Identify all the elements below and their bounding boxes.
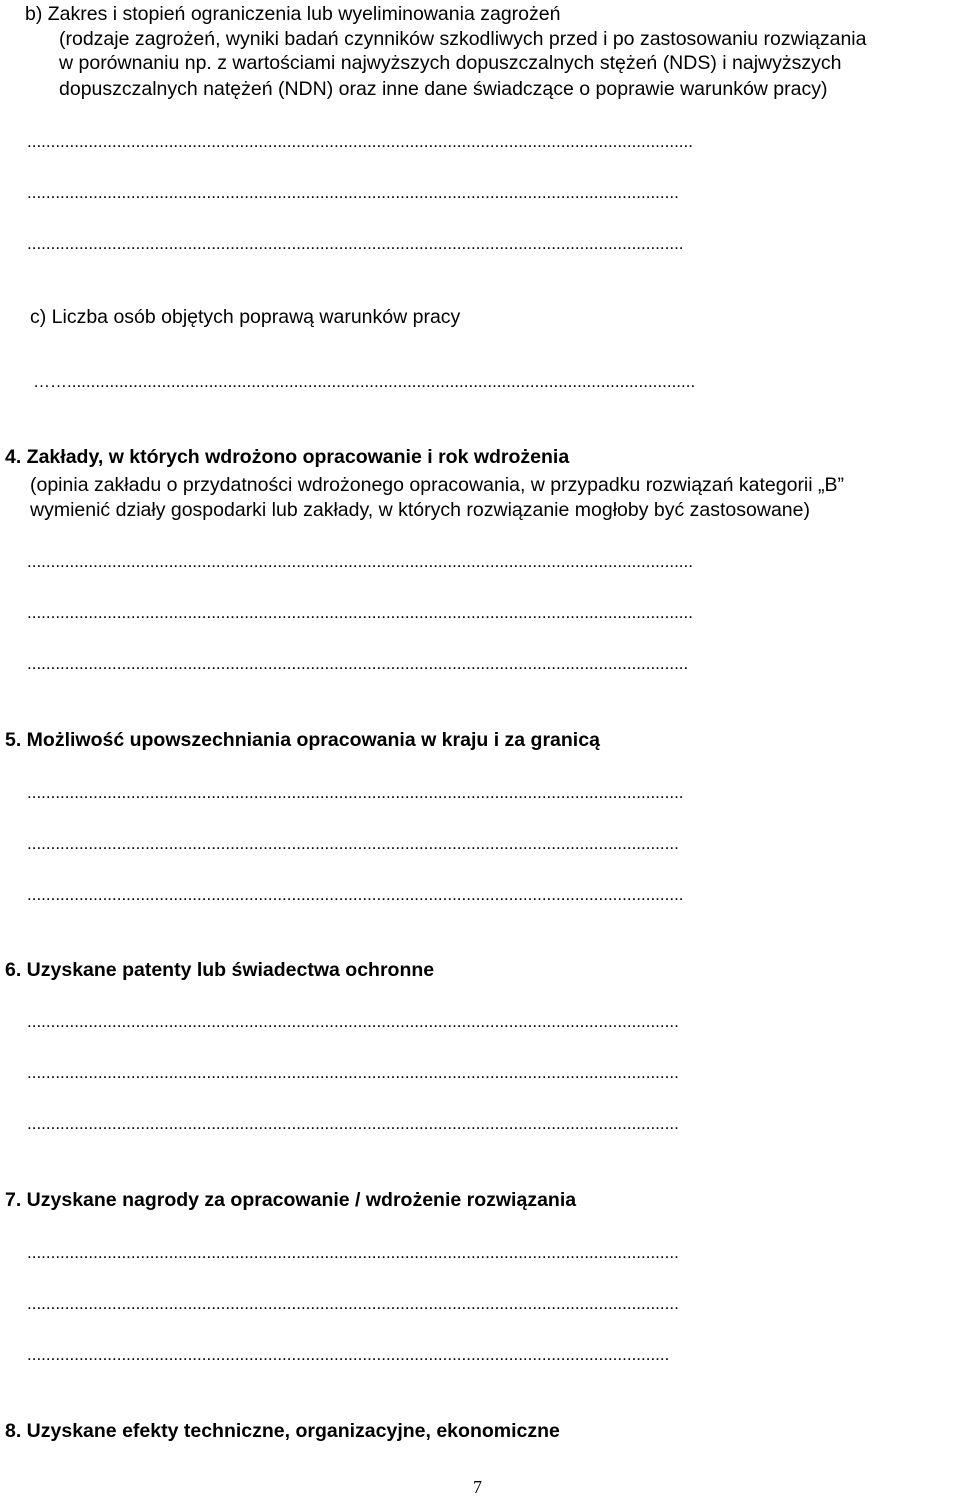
section-c-heading: c) Liczba osób objętych poprawą warunków pracy [30, 306, 461, 328]
fill-in-line: .......................................................................................................................................... [27, 1012, 679, 1031]
section-6-heading: 6. Uzyskane patenty lub świadectwa ochronne [5, 959, 435, 981]
fill-in-line: .......................................................................................................................................... [27, 1294, 679, 1313]
fill-in-line: ........................................................................................................................................... [27, 783, 684, 802]
section-5-heading: 5. Możliwość upowszechniania opracowania w kraju i za granicą [5, 729, 600, 751]
fill-in-line: ........................................................................................................................................... [27, 234, 684, 253]
section-b-description-line: w porównaniu np. z wartościami najwyższych dopuszczalnych stężeń (NDS) i najwyższych [59, 52, 842, 74]
fill-in-line: .......................................................................................................................................... [27, 1063, 679, 1082]
section-b-heading: b) Zakres i stopień ograniczenia lub wyeliminowania zagrożeń [25, 3, 561, 25]
section-4-description-line: wymienić działy gospodarki lub zakłady, w których rozwiązanie mogłoby być zastosowane) [30, 499, 810, 521]
fill-in-line: ............................................................................................................................................. [27, 132, 693, 151]
fill-in-line: ........................................................................................................................................ [27, 1345, 670, 1364]
fill-in-line: ……..................................................................................................................................... [33, 372, 696, 391]
fill-in-line: .......................................................................................................................................... [27, 1114, 679, 1133]
section-4-title: 4. Zakłady, w których wdrożono opracowanie i rok wdrożenia [5, 446, 570, 468]
fill-in-line: ........................................................................................................................................... [27, 885, 684, 904]
section-b-description-line: dopuszczalnych natężeń (NDN) oraz inne dane świadczące o poprawie warunków pracy) [59, 78, 828, 100]
fill-in-line: .......................................................................................................................................... [27, 183, 679, 202]
section-b-description-line: (rodzaje zagrożeń, wyniki badań czynników szkodliwych przed i po zastosowaniu rozwiązania [59, 28, 867, 50]
section-4-heading [5, 445, 569, 469]
page-number: 7 [473, 1477, 482, 1497]
fill-in-line: ............................................................................................................................................ [27, 654, 689, 673]
section-4-description-line: (opinia zakładu o przydatności wdrożonego opracowania, w przypadku rozwiązań kategorii „B” [30, 474, 845, 496]
fill-in-line: .......................................................................................................................................... [27, 834, 679, 853]
fill-in-line: ............................................................................................................................................. [27, 552, 693, 571]
section-7-heading: 7. Uzyskane nagrody za opracowanie / wdrożenie rozwiązania [5, 1189, 577, 1211]
section-8-heading: 8. Uzyskane efekty techniczne, organizacyjne, ekonomiczne [5, 1420, 560, 1442]
fill-in-line: ............................................................................................................................................. [27, 603, 693, 622]
fill-in-line: .......................................................................................................................................... [27, 1243, 679, 1262]
